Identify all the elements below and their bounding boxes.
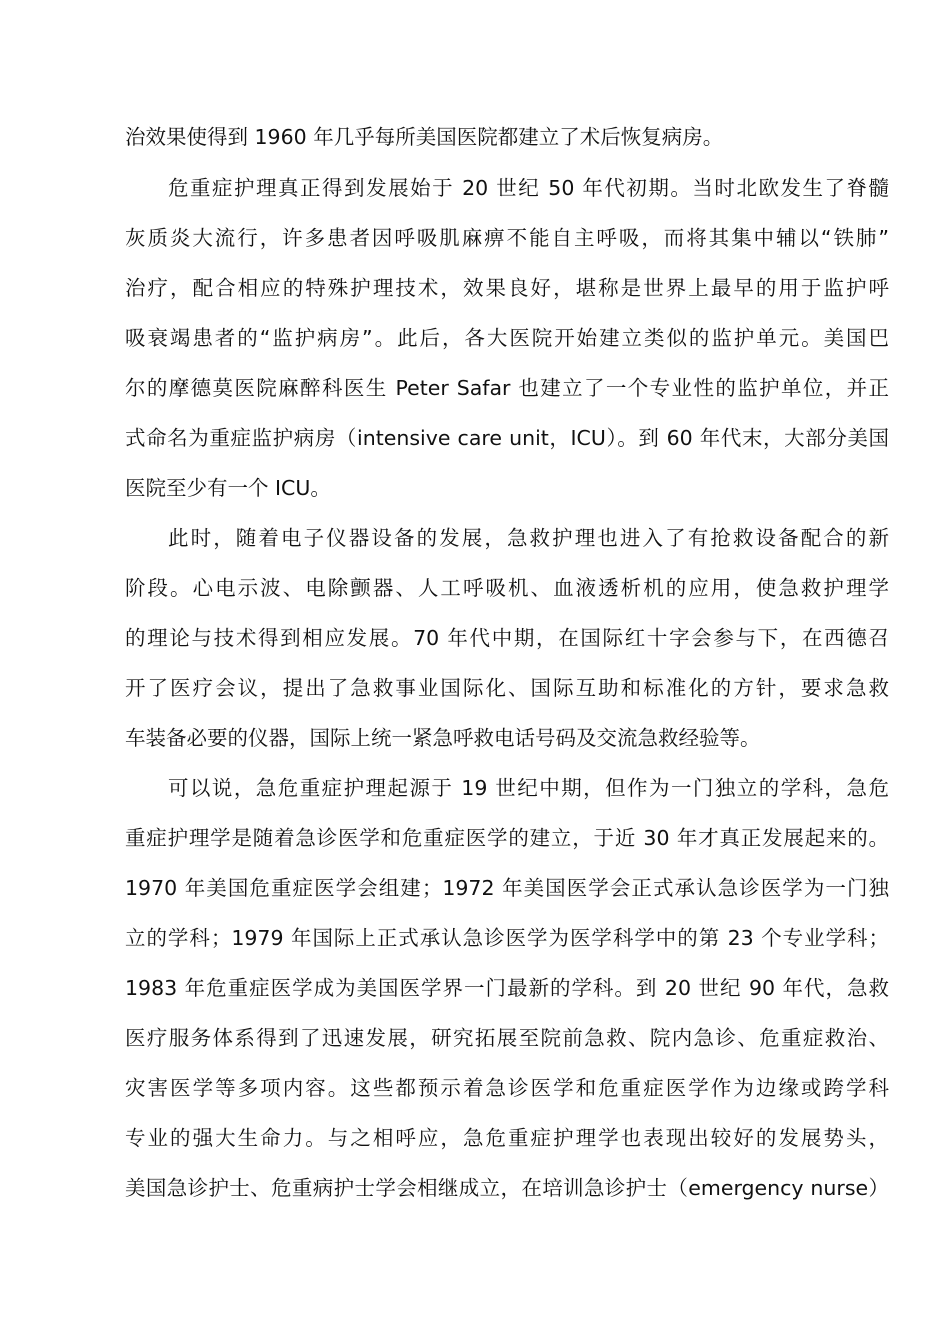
text-line: 重症护理学是随着急诊医学和危重症医学的建立，于近 30 年才真正发展起来的。 bbox=[125, 826, 889, 850]
text-line: 治效果使得到 1960 年几乎每所美国医院都建立了术后恢复病房。 bbox=[125, 125, 724, 149]
text-line: 立的学科；1979 年国际上正式承认急诊医学为医学科学中的第 23 个专业学科； bbox=[125, 926, 889, 950]
text-line: 专业的强大生命力。与之相呼应，急危重症护理学也表现出较好的发展势头， bbox=[125, 1126, 889, 1150]
text-line: 美国急诊护士、危重病护士学会相继成立，在培训急诊护士（emergency nurse） bbox=[125, 1176, 889, 1200]
text-line: 1970 年美国危重症医学会组建；1972 年美国医学会正式承认急诊医学为一门独 bbox=[125, 876, 889, 900]
text-line: 危重症护理真正得到发展始于 20 世纪 50 年代初期。当时北欧发生了脊髓 bbox=[168, 176, 889, 200]
text-line: 的理论与技术得到相应发展。70 年代中期，在国际红十字会参与下，在西德召 bbox=[125, 626, 889, 650]
text-line: 开了医疗会议，提出了急救事业国际化、国际互助和标准化的方针，要求急救 bbox=[125, 676, 889, 700]
text-line: 吸衰竭患者的“监护病房”。此后，各大医院开始建立类似的监护单元。美国巴 bbox=[125, 326, 889, 350]
text-line: 灰质炎大流行，许多患者因呼吸肌麻痹不能自主呼吸，而将其集中辅以“铁肺” bbox=[125, 226, 889, 250]
text-line: 式命名为重症监护病房（intensive care unit，ICU）。到 60 年代末，大部分美国 bbox=[125, 426, 889, 450]
text-line: 阶段。心电示波、电除颤器、人工呼吸机、血液透析机的应用，使急救护理学 bbox=[125, 576, 889, 600]
text-line: 灾害医学等多项内容。这些都预示着急诊医学和危重症医学作为边缘或跨学科 bbox=[125, 1076, 889, 1100]
text-line: 治疗，配合相应的特殊护理技术，效果良好，堪称是世界上最早的用于监护呼 bbox=[125, 276, 889, 300]
text-line: 医疗服务体系得到了迅速发展，研究拓展至院前急救、院内急诊、危重症救治、 bbox=[125, 1026, 889, 1050]
text-line: 医院至少有一个 ICU。 bbox=[125, 476, 331, 500]
text-line: 车装备必要的仪器，国际上统一紧急呼救电话号码及交流急救经验等。 bbox=[125, 726, 761, 750]
text-line: 尔的摩德莫医院麻醉科医生 Peter Safar 也建立了一个专业性的监护单位，并正 bbox=[125, 376, 889, 400]
text-line: 1983 年危重症医学成为美国医学界一门最新的学科。到 20 世纪 90 年代，急救 bbox=[125, 976, 889, 1000]
text-line: 可以说，急危重症护理起源于 19 世纪中期，但作为一门独立的学科，急危 bbox=[168, 776, 889, 800]
text-line: 此时，随着电子仪器设备的发展，急救护理也进入了有抢救设备配合的新 bbox=[168, 526, 889, 550]
